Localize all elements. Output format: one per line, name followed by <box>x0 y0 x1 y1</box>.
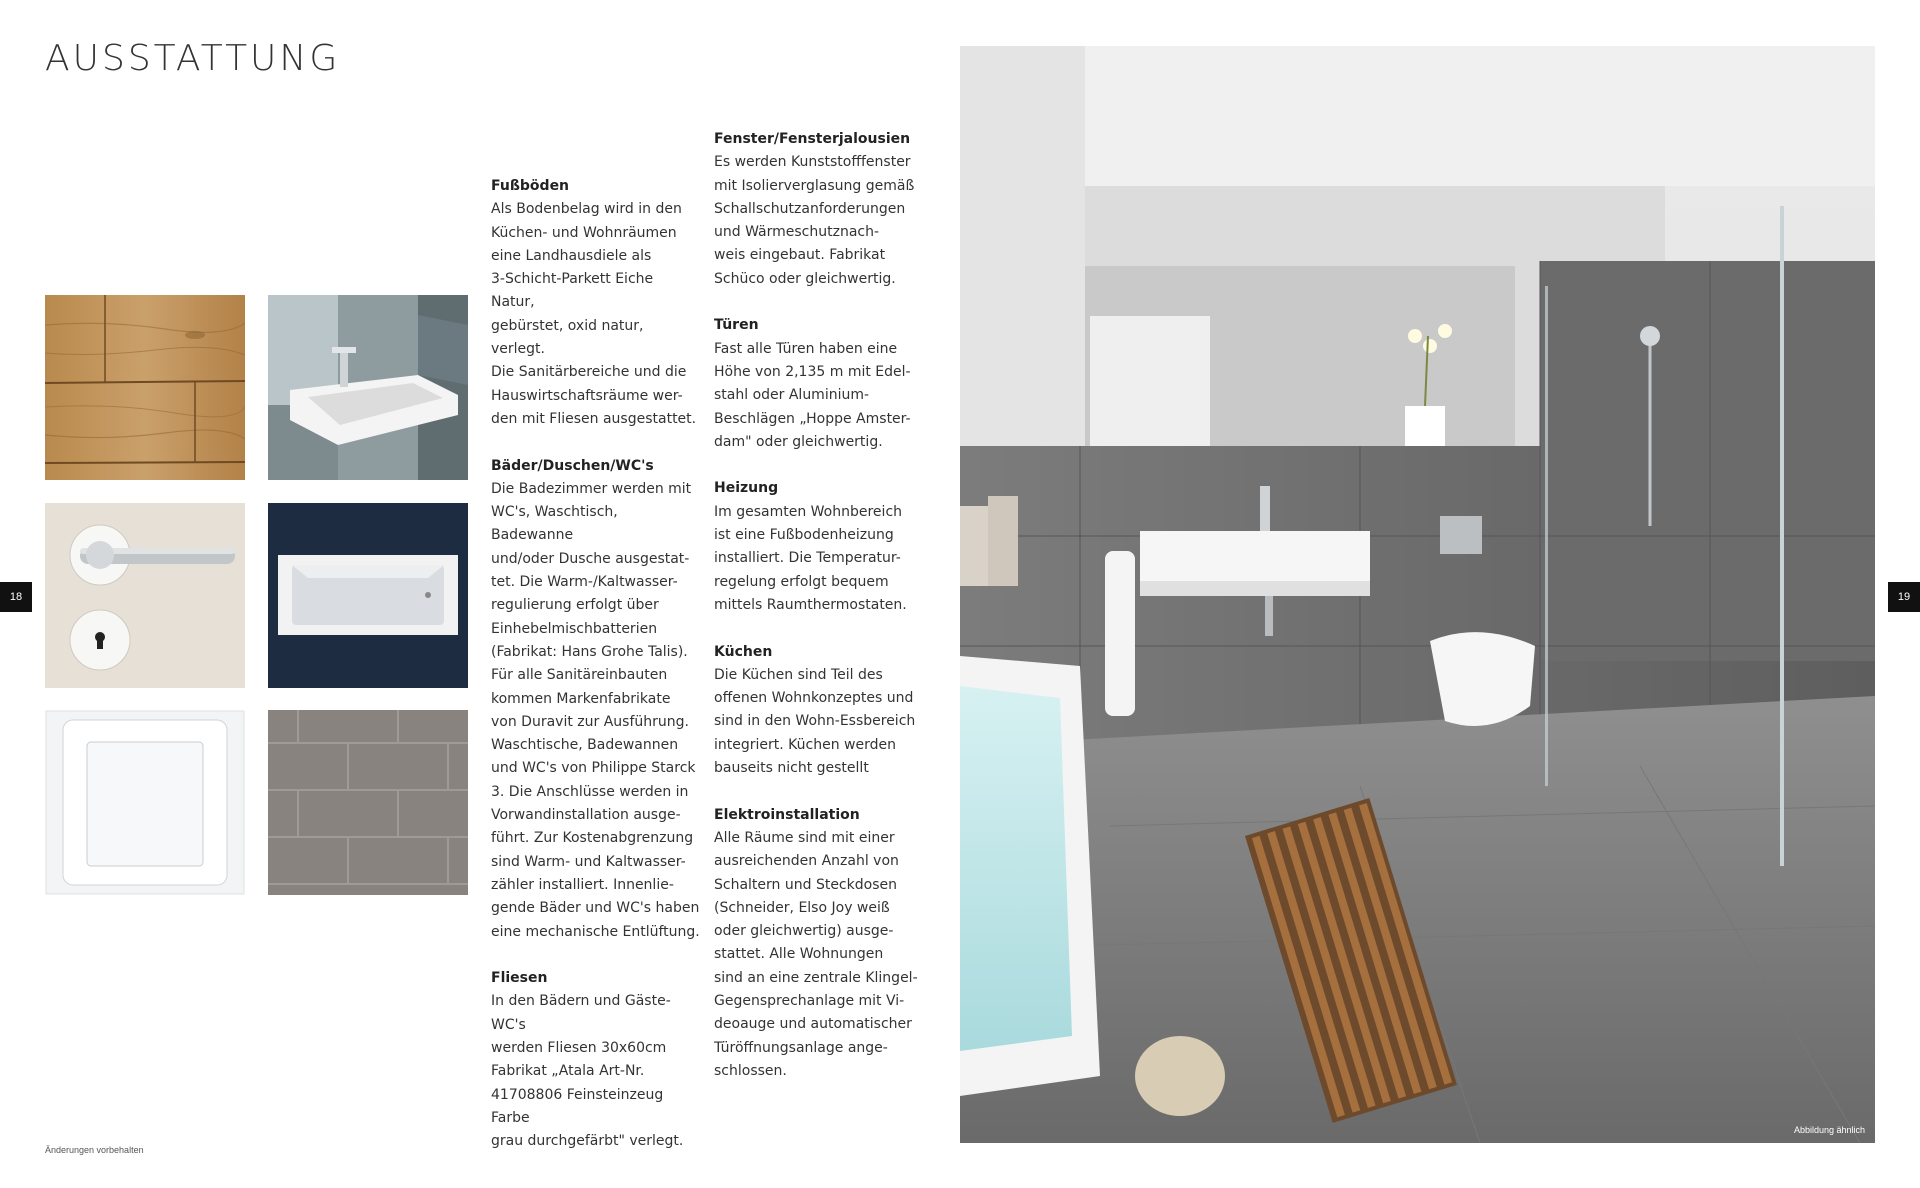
page-title: AUSSTATTUNG <box>45 38 341 79</box>
section-fliesen <box>491 967 701 1153</box>
section-heading: Türen <box>714 317 759 334</box>
section-heading: Fußböden <box>491 178 570 194</box>
section-elektro <box>714 804 924 1084</box>
footer-note: Änderungen vorbehalten <box>45 1145 144 1155</box>
section-text: In den Bädern und Gäste-WC's werden Fliesen 30x60cm Fabrikat „Atala Art-Nr. 41708806 Feinsteinzeug Farbe grau durchgefärbt" verlegt. <box>491 993 684 1150</box>
section-tueren <box>714 314 924 454</box>
section-heading: Fenster/Fensterjalousien <box>714 131 911 147</box>
section-fenster <box>714 128 924 291</box>
section-baeder <box>491 455 701 944</box>
section-text: Es werden Kunststofffenster mit Isolierverglasung gemäß Schallschutzanforderungen und Wärmeschutznach- weis eingebaut. Fabrikat Schüco oder gleichwertig. <box>714 154 915 287</box>
section-fussboeden <box>491 175 701 431</box>
washbasin-photo <box>268 295 468 480</box>
section-heizung <box>714 477 924 617</box>
section-text: Alle Räume sind mit einer ausreichenden Anzahl von Schaltern und Steckdosen (Schneider, Elso Joy weiß oder gleichwertig) ausge- stattet. Alle Wohnungen sind an eine zentrale Klingel- Gegensprechanlage mit Vi- deoauge und automatischer Türöffnungsanlage ange- schlossen. <box>714 829 918 1079</box>
section-text: Fast alle Türen haben eine Höhe von 2,135 m mit Edel- stahl oder Aluminium- Beschlägen „Hoppe Amster- dam" oder gleichwertig. <box>714 340 911 450</box>
text-column-2 <box>714 128 924 1106</box>
wood-floor-sample <box>45 295 245 480</box>
tile-sample <box>268 710 468 895</box>
section-heading: Bäder/Duschen/WC's <box>491 457 654 474</box>
section-heading: Fliesen <box>491 970 548 987</box>
section-text: Als Bodenbelag wird in den Küchen- und Wohnräumen eine Landhausdiele als 3-Schicht-Parkett Eiche Natur, gebürstet, oxid natur, verlegt. Die Sanitärbereiche und die Hauswirtschaftsräume wer- den mit Fliesen ausgestattet. <box>491 201 697 427</box>
page-number-right: 19 <box>1888 582 1920 612</box>
section-heading: Heizung <box>714 480 779 497</box>
section-text: Im gesamten Wohnbereich ist eine Fußbodenheizung installiert. Die Temperatur- regelung erfolgt bequem mittels Raumthermostaten. <box>714 503 907 613</box>
light-switch-photo <box>45 710 245 895</box>
section-kuechen <box>714 641 924 781</box>
section-text: Die Küchen sind Teil des offenen Wohnkonzeptes und sind in den Wohn-Essbereich integriert. Küchen werden bauseits nicht gestellt <box>714 666 916 777</box>
section-text: Die Badezimmer werden mit WC's, Waschtisch, Badewanne und/oder Dusche ausgestat- tet. Die Warm-/Kaltwasser- regulierung erfolgt über Einhebelmischbatterien (Fabrikat: Hans Grohe Talis). Für alle Sanitäreinbauten kommen Markenfabrikate von Duravit zur Ausführung. Waschtische, Badewannen und WC's von Philippe Starck 3. Die Anschlüsse werden in Vorwandinstallation ausge- führt. Zur Kostenabgrenzung sind Warm- und Kaltwasser- zähler installiert. Innenlie- gende Bäder und WC's haben eine mechanische Entlüftung. <box>491 480 700 940</box>
image-caption: Abbildung ähnlich <box>1793 1125 1865 1135</box>
text-column-1 <box>491 175 701 1177</box>
door-handle-photo <box>45 503 245 688</box>
bathroom-photo <box>960 46 1875 1143</box>
section-heading: Küchen <box>714 643 773 660</box>
page-number-left: 18 <box>0 582 32 612</box>
section-heading: Elektroinstallation <box>714 806 860 823</box>
bathtub-photo <box>268 503 468 688</box>
